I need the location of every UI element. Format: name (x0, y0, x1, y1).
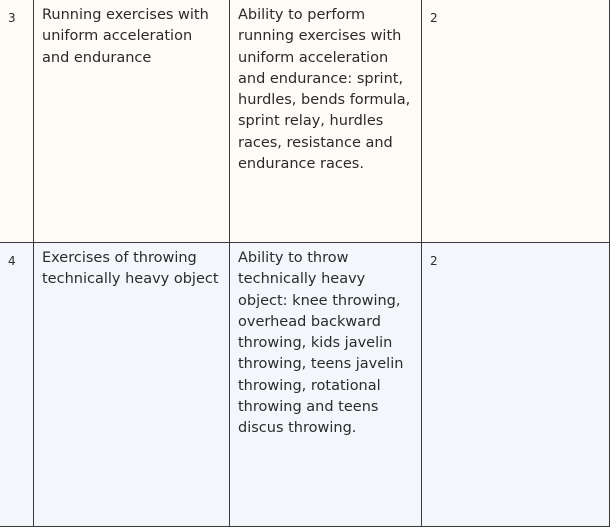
topic-cell: Exercises of throwing technically heavy object (34, 243, 230, 527)
row-number-cell: 4 (0, 243, 34, 527)
hours-cell: 2 (422, 243, 610, 527)
topic-cell: Running exercises with uniform acceleration and endurance (34, 0, 230, 243)
row-number-cell: 3 (0, 0, 34, 243)
outcome-cell: Ability to perform running exercises with uniform acceleration and endurance: sprint, hurdles, bends formula, sprint relay, hurdles races, resistance and endurance races. (230, 0, 422, 243)
hours-cell: 2 (422, 0, 610, 243)
table-row (0, 243, 610, 527)
table-row (0, 0, 610, 243)
outcome-cell: Ability to throw technically heavy object: knee throwing, overhead backward throwing, kids javelin throwing, teens javelin throwing, rotational throwing and teens discus throwing. (230, 243, 422, 527)
